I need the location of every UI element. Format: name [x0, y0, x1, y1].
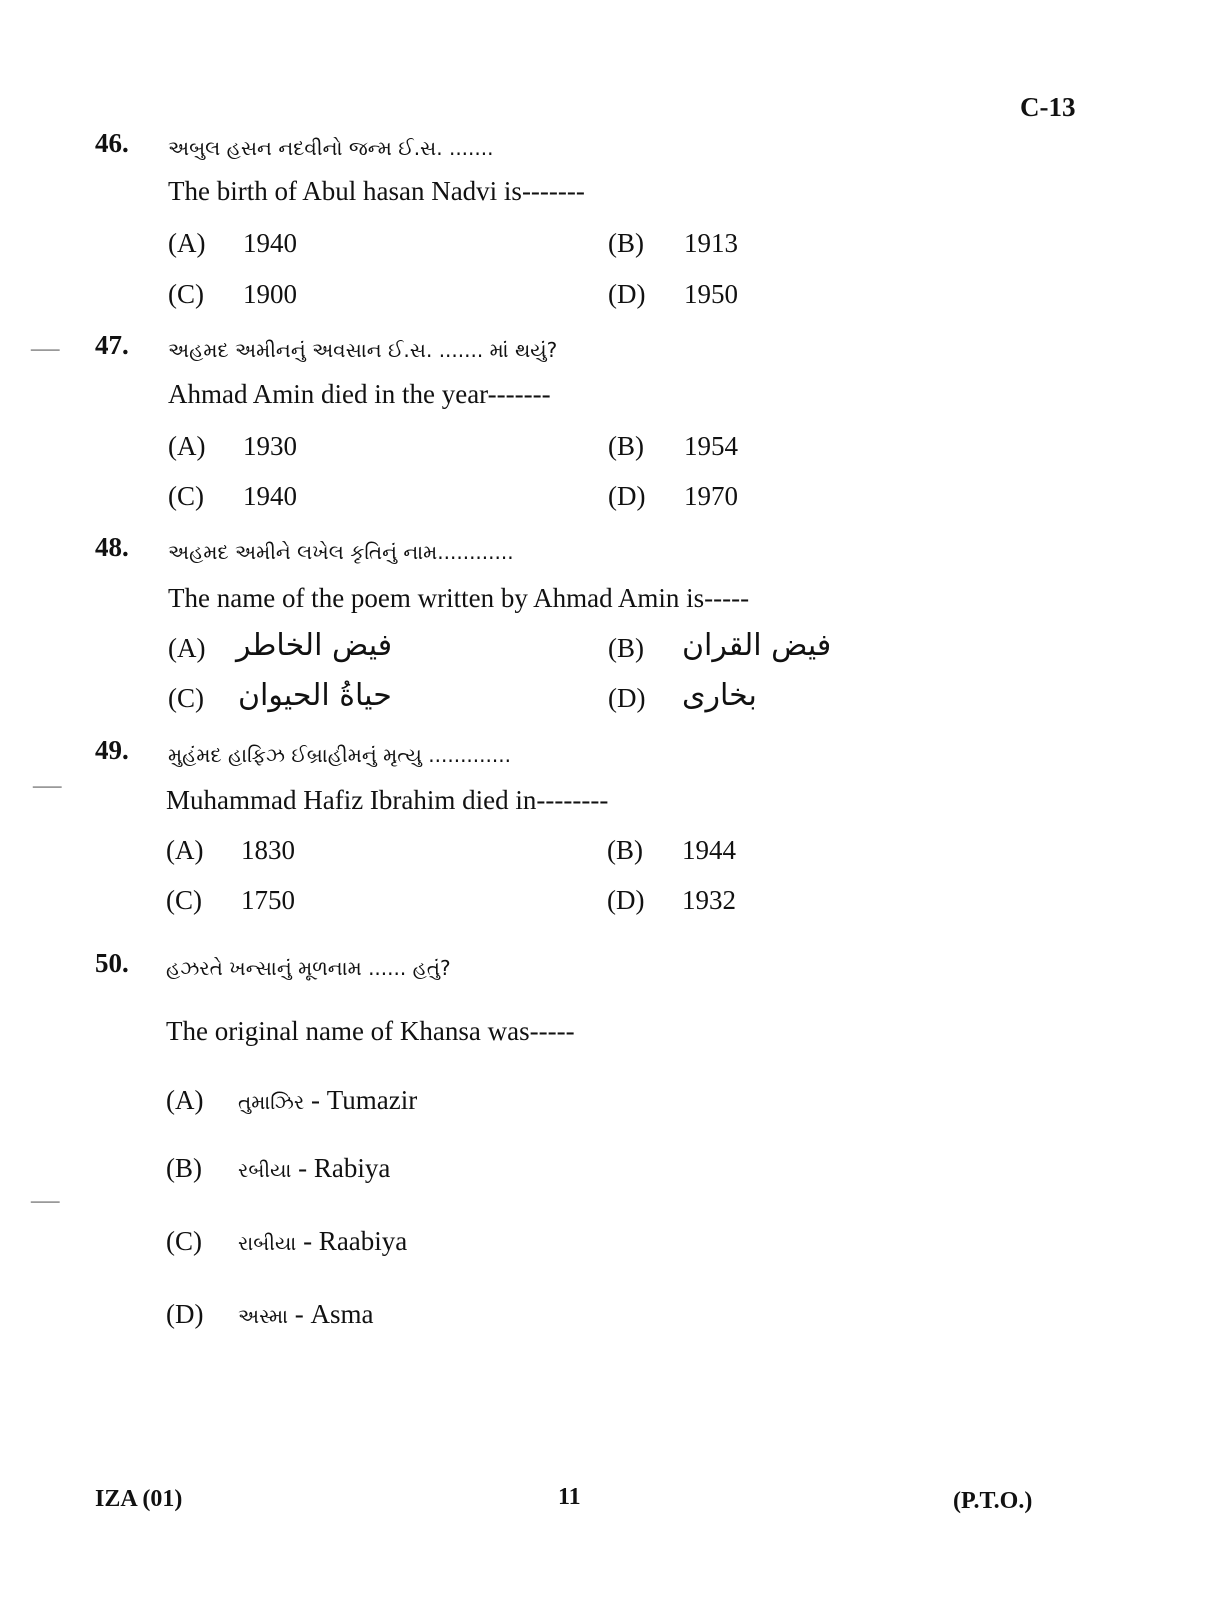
option-value: 1950: [684, 279, 738, 309]
option-value-english: - Raabiya: [296, 1226, 408, 1256]
question-number: 50.: [95, 948, 129, 978]
option-value: 1940: [243, 481, 297, 511]
question-text-english: The birth of Abul hasan Nadvi is-------: [168, 176, 585, 206]
option-letter: (C): [166, 1226, 202, 1256]
margin-tick-mark: ⸺: [32, 776, 63, 797]
option-letter: (C): [168, 279, 204, 309]
question-text-english: The original name of Khansa was-----: [166, 1016, 575, 1046]
option-value-english: - Rabiya: [291, 1153, 391, 1183]
option-letter: (B): [608, 431, 644, 461]
option-letter: (A): [168, 431, 206, 461]
question-text-english: Muhammad Hafiz Ibrahim died in--------: [166, 785, 609, 815]
option-value: [238, 1153, 390, 1184]
option-letter: (C): [168, 481, 204, 511]
question-text-gujarati: હઝરતે ખન્સાનું મૂળનામ ...... હતું?: [166, 956, 451, 980]
question-text-gujarati: મુહંમદ હાફિઝ ઈબ્રાહીમનું મૃત્યુ .............: [168, 743, 511, 767]
option-value: [238, 1226, 407, 1257]
option-value-english: - Asma: [288, 1299, 374, 1329]
option-value-arabic: بخارى: [682, 678, 757, 713]
option-value: 1830: [241, 835, 295, 865]
option-value: 1970: [684, 481, 738, 511]
option-value-english: - Tumazir: [304, 1085, 418, 1115]
option-value-arabic: فيض الخاطر: [236, 628, 393, 663]
option-value: [238, 1085, 417, 1116]
question-text-gujarati: અબુલ હસન નદવીનો જન્મ ઈ.સ. .......: [168, 136, 494, 160]
question-text-gujarati: અહમદ અમીને લખેલ કૃતિનું નામ............: [168, 540, 514, 564]
option-value: 1940: [243, 228, 297, 258]
option-value: [238, 1299, 374, 1330]
footer-page-number: 11: [558, 1484, 581, 1510]
option-letter: (C): [168, 683, 204, 713]
option-value-gujarati: અસ્મા: [238, 1304, 289, 1328]
option-value: 1944: [682, 835, 736, 865]
option-value-gujarati: રાબીયા: [238, 1231, 297, 1255]
footer-paper-code: IZA (01): [95, 1486, 183, 1512]
question-text-english: The name of the poem written by Ahmad Amin is-----: [168, 583, 750, 613]
option-letter: (B): [608, 633, 644, 663]
option-value-gujarati: રબીયા: [238, 1158, 292, 1182]
option-letter: (D): [608, 279, 646, 309]
option-value: 1930: [243, 431, 297, 461]
option-letter: (B): [607, 835, 643, 865]
option-letter: (D): [608, 481, 646, 511]
option-letter: (A): [166, 1085, 204, 1115]
option-value: 1750: [241, 885, 295, 915]
question-text-gujarati: અહમદ અમીનનું અવસાન ઈ.સ. ....... માં થયું?: [168, 338, 558, 362]
option-value-arabic: فيض القران: [682, 628, 832, 663]
option-value: 1954: [684, 431, 738, 461]
option-letter: (A): [166, 835, 204, 865]
option-letter: (D): [166, 1299, 204, 1329]
option-letter: (D): [608, 683, 646, 713]
option-value: 1913: [684, 228, 738, 258]
option-value: 1932: [682, 885, 736, 915]
question-number: 46.: [95, 128, 129, 158]
option-value-arabic: حياةُ الحيوان: [238, 678, 392, 713]
page-code: C-13: [1020, 92, 1076, 122]
question-number: 49.: [95, 735, 129, 765]
margin-tick-mark: ⸺: [30, 339, 61, 360]
option-letter: (A): [168, 633, 206, 663]
option-letter: (C): [166, 885, 202, 915]
footer-pto: (P.T.O.): [953, 1488, 1033, 1514]
option-letter: (B): [166, 1153, 202, 1183]
option-value-gujarati: તુમાઝિર: [238, 1090, 305, 1114]
margin-tick-mark: ⸺: [30, 1191, 61, 1212]
option-letter: (B): [608, 228, 644, 258]
question-number: 47.: [95, 330, 129, 360]
option-value: 1900: [243, 279, 297, 309]
question-text-english: Ahmad Amin died in the year-------: [168, 379, 551, 409]
option-letter: (A): [168, 228, 206, 258]
question-number: 48.: [95, 532, 129, 562]
option-letter: (D): [607, 885, 645, 915]
